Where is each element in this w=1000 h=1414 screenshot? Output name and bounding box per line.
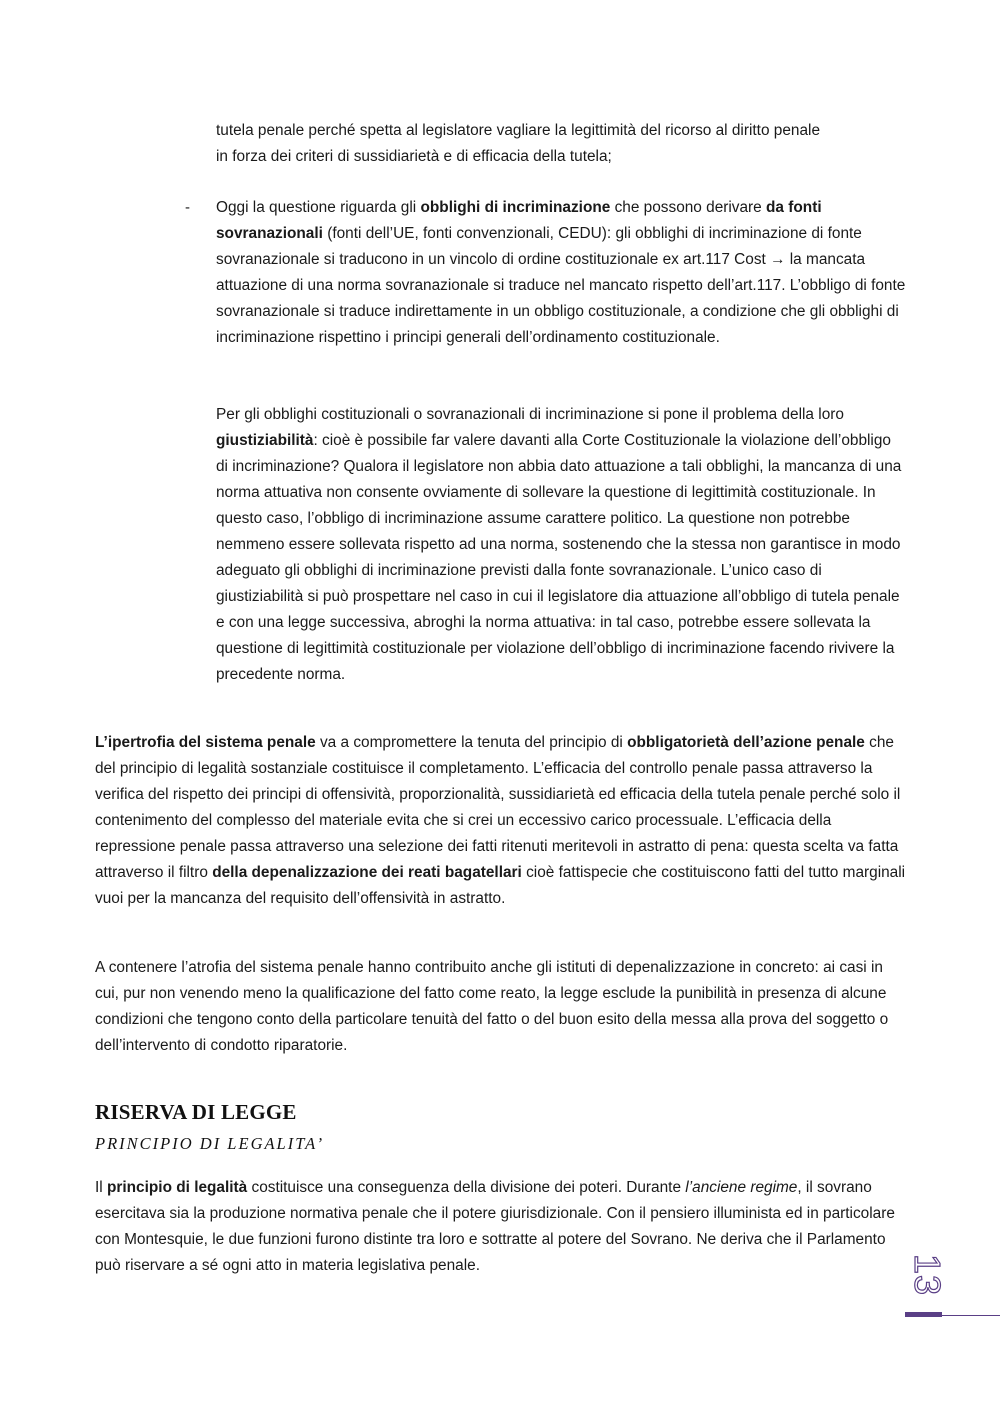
- text-run: , il sovrano esercitava sia la produzione normativa penale che il potere giurisdizionale. Con il pensiero illuminista ed in particolare con Montesquie, le due funzioni furono distinte tra loro e sottratte al potere del Sovrano. Ne deriva che il Parlamento può riservare a sé ogni atto in materia legislativa penale.: [95, 1179, 895, 1274]
- legality-paragraph: [95, 1175, 907, 1279]
- intro-line-2: in forza dei criteri di sussidiarietà e di efficacia della tutela;: [216, 148, 612, 165]
- intro-line-1: tutela penale perché spetta al legislatore vagliare la legittimità del ricorso al diritto penale: [216, 122, 820, 139]
- text-run: che del principio di legalità sostanziale costituisce il completamento. L’efficacia del controllo penale passa attraverso la verifica del rispetto dei principi di offensività, proporzionalità, sussidiarietà ed efficacia della tutela penale perché solo il contenimento del complesso del materiale evita che si crei un eccessivo carico processuale. L’efficacia della repressione penale passa attraverso una selezione dei fatti ritenuti meritevoli in astratto di pena: questa scelta va fatta attraverso il filtro: [95, 734, 901, 881]
- text-run: che possono derivare: [610, 199, 767, 216]
- justiciability-paragraph: [216, 402, 906, 688]
- text-run: costituisce una conseguenza della divisione dei poteri. Durante: [247, 1179, 686, 1196]
- bold-run: da fonti sovranazionali: [216, 199, 822, 242]
- text-run: Il: [95, 1179, 107, 1196]
- bold-run: obblighi di incriminazione: [420, 199, 611, 216]
- section-title: RISERVA DI LEGGE: [95, 1100, 297, 1124]
- text-run: Per gli obblighi costituzionali o sovranazionali di incriminazione si pone il problema della loro: [216, 406, 844, 423]
- page-number-rule: [942, 1315, 1000, 1316]
- section-subtitle: PRINCIPIO DI LEGALITA’: [95, 1134, 325, 1153]
- bold-run: obbligatorietà dell’azione penale: [627, 734, 865, 751]
- text-run: va a compromettere la tenuta del principio di: [315, 734, 628, 751]
- hypertrophy-paragraph: [95, 730, 907, 912]
- page-number-text: 13: [906, 1253, 948, 1297]
- text-run: (fonti dell’UE, fonti convenzionali, CEDU): gli obblighi di incriminazione di fonte sovranazionale si traducono in un vincolo di ordine costituzionale ex art.117 Cost → la mancata attuazione di una norma sovranazionale si traduce nel mancato rispetto dell’art.117. L’obbligo di fonte sovranazionale si traduce indirettamente in un obbligo costituzionale, a condizione che gli obblighi di incriminazione rispettino i principi generali dell’ordinamento costituzionale.: [216, 225, 906, 346]
- intro-paragraph: [216, 118, 906, 170]
- bold-run: giustiziabilità: [216, 432, 314, 449]
- bold-run: della depenalizzazione dei reati bagatellari: [212, 864, 522, 881]
- text-run: Oggi la questione riguarda gli: [216, 199, 421, 216]
- page-number: [905, 1255, 949, 1295]
- bold-run: principio di legalità: [106, 1179, 248, 1196]
- bold-run: L’ipertrofia del sistema penale: [95, 734, 316, 751]
- text-run: : cioè è possibile far valere davanti alla Corte Costituzionale la violazione dell’obbligo di incriminazione? Qualora il legislatore non abbia dato attuazione a tali obblighi, la mancanza di una norma attuativa non consente ovviamente di sollevare la questione di legittimità costituzionale. In questo caso, l’obbligo di incriminazione assume carattere politico. La questione non potrebbe nemmeno essere sollevata rispetto ad una norma, sostenendo che la stessa non garantisce in modo adeguato gli obblighi di incriminazione previsti dalla fonte sovranazionale. L’unico caso di giustiziabilità si può prospettare nel caso in cui il legislatore dia attuazione all’obbligo di tutela penale e con una legge successiva, abroghi la norma attuativa: in tal caso, potrebbe essere sollevata la questione di legittimità costituzionale per violazione dell’obbligo di incriminazione facendo rivivere la precedente norma.: [216, 432, 902, 683]
- italic-run: l’anciene regime: [685, 1179, 798, 1196]
- bullet-dash: -: [185, 199, 190, 216]
- page-number-bar: [905, 1312, 942, 1317]
- text-run: cioè fattispecie che costituiscono fatti del tutto marginali vuoi per la mancanza del requisito dell’offensività in astratto.: [95, 864, 906, 907]
- bullet-paragraph: [216, 195, 906, 351]
- atrophy-paragraph: A contenere l’atrofia del sistema penale hanno contribuito anche gli istituti di depenalizzazione in concreto: ai casi in cui, pur non venendo meno la qualificazione del fatto come reato, la legge esclude la punibilità in presenza di alcune condizioni che tengono conto della particolare tenuità del fatto o del buon esito della messa alla prova del soggetto o dell’intervento di condotto riparatorie.: [95, 959, 889, 1054]
